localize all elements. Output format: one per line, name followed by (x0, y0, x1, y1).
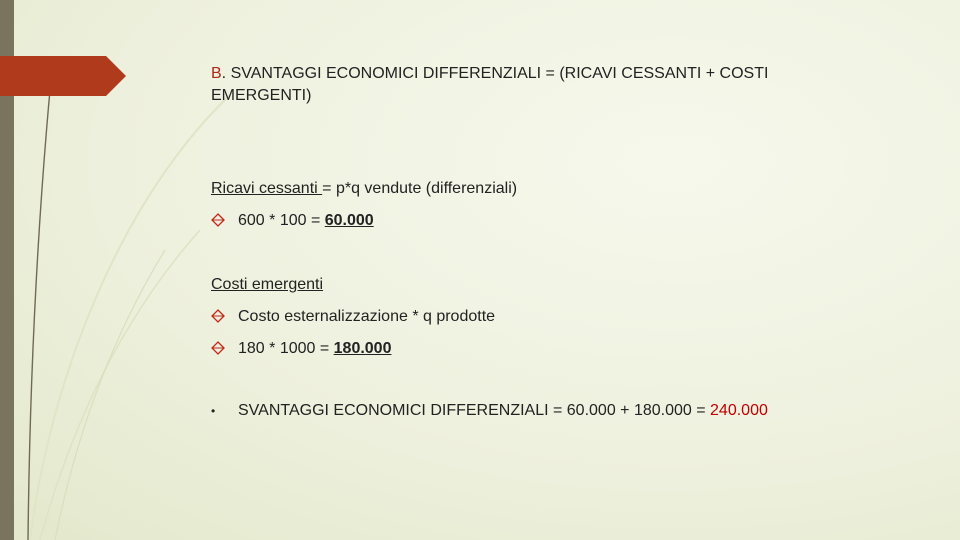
summary-text: SVANTAGGI ECONOMICI DIFFERENZIALI = 60.000 + 180.000 = (238, 402, 711, 419)
costi-formula: Costo esternalizzazione * q prodotte (238, 308, 496, 325)
ricavi-formula: = p*q vendute (differenziali) (322, 180, 518, 197)
title-arrow-shape (0, 56, 126, 96)
costi-formula-line (211, 306, 495, 328)
costi-heading-line (211, 274, 323, 296)
summary-result: 240.000 (710, 402, 768, 419)
ricavi-calc-line (211, 210, 374, 232)
summary-line (211, 400, 768, 422)
diamond-bullet-icon (211, 309, 225, 323)
slide-title (211, 63, 851, 107)
ricavi-result: 60.000 (324, 212, 374, 229)
ricavi-heading: Ricavi cessanti (211, 180, 323, 197)
costi-result: 180.000 (333, 340, 392, 357)
ricavi-line (211, 178, 517, 200)
title-prefix: B (211, 65, 222, 82)
diamond-bullet-icon (211, 213, 225, 227)
summary-bullet: • (211, 404, 216, 418)
costi-calc: 180 * 1000 = (238, 340, 334, 357)
diamond-bullet-icon (211, 341, 225, 355)
title-text: . SVANTAGGI ECONOMICI DIFFERENZIALI = (RICAVI CESSANTI + COSTI EMERGENTI) (211, 65, 769, 104)
costi-calc-line (211, 338, 391, 360)
ricavi-calc: 600 * 100 = (238, 212, 325, 229)
costi-heading: Costi emergenti (211, 276, 324, 293)
